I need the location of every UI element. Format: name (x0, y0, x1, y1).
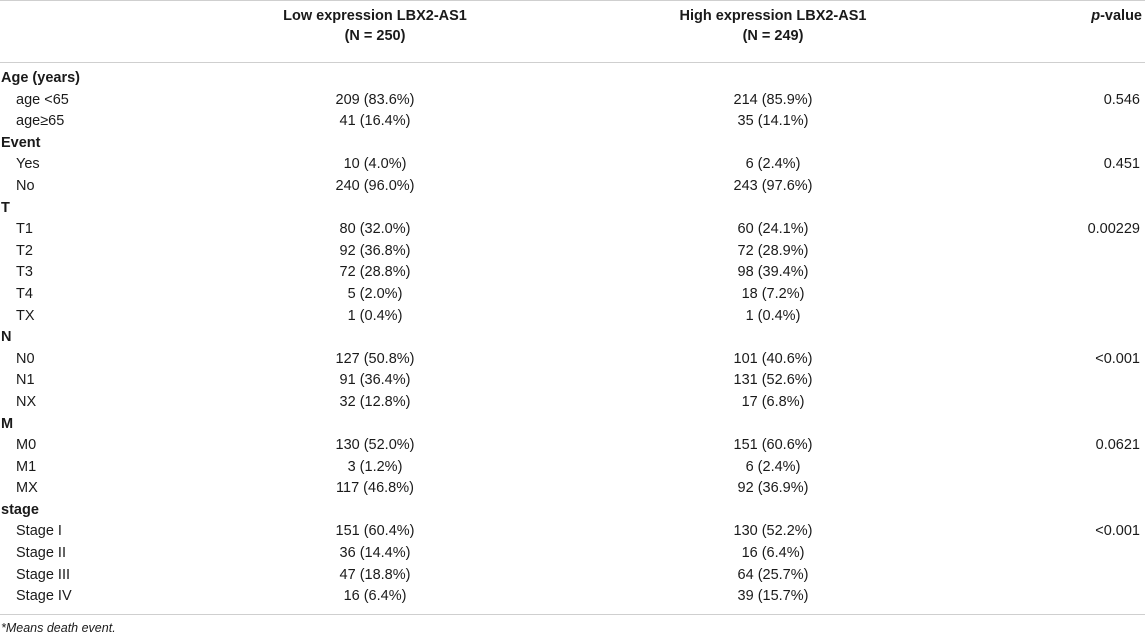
cell-high-expression: 131 (52.6%) (733, 372, 813, 389)
cell-high-expression: 101 (40.6%) (733, 350, 813, 367)
table-group-row (0, 500, 1145, 522)
cell-low-expression: 92 (36.8%) (339, 242, 411, 259)
cell-high-expression: 6 (2.4%) (745, 458, 801, 475)
header-low-expression (250, 6, 500, 46)
cell-low-expression: 151 (60.4%) (335, 523, 415, 540)
cell-high-expression: 18 (7.2%) (741, 285, 805, 302)
table-row (0, 90, 1145, 112)
row-label: Yes (16, 156, 40, 173)
cell-low-expression: 16 (6.4%) (343, 588, 407, 605)
cell-low-expression: 130 (52.0%) (335, 437, 415, 454)
cell-low-expression: 10 (4.0%) (343, 156, 407, 173)
cell-high-expression: 98 (39.4%) (737, 264, 809, 281)
header-p-value (1040, 6, 1142, 26)
row-label: MX (16, 480, 38, 497)
row-label: Stage II (16, 545, 66, 562)
cell-high-expression: 1 (0.4%) (745, 307, 801, 324)
cell-high-expression: 130 (52.2%) (733, 523, 813, 540)
table-row (0, 349, 1145, 371)
row-label: T3 (16, 264, 33, 281)
cell-high-expression: 92 (36.9%) (737, 480, 809, 497)
cell-high-expression: 151 (60.6%) (733, 437, 813, 454)
cell-low-expression: 209 (83.6%) (335, 91, 415, 108)
table-row (0, 586, 1145, 608)
header-high-expression (648, 6, 898, 46)
cell-high-expression: 60 (24.1%) (737, 221, 809, 238)
cell-high-expression: 16 (6.4%) (741, 545, 805, 562)
table-footnote: *Means death event. (1, 621, 116, 635)
cell-low-expression: 32 (12.8%) (339, 393, 411, 410)
table-row (0, 565, 1145, 587)
row-label: TX (16, 307, 35, 324)
table-group-row (0, 68, 1145, 90)
row-label: Stage IV (16, 588, 72, 605)
cell-low-expression: 47 (18.8%) (339, 566, 411, 583)
table-body (0, 68, 1145, 608)
row-label: T4 (16, 285, 33, 302)
row-label: No (16, 177, 35, 194)
table-row (0, 154, 1145, 176)
header-p-italic: p (1091, 8, 1101, 24)
table-row (0, 370, 1145, 392)
table-row (0, 111, 1145, 133)
table-row (0, 284, 1145, 306)
row-label: T1 (16, 221, 33, 238)
cell-low-expression: 72 (28.8%) (339, 264, 411, 281)
table-group-row (0, 198, 1145, 220)
cell-p-value: <0.001 (1095, 523, 1140, 540)
table-row (0, 176, 1145, 198)
top-rule (0, 0, 1145, 1)
cell-high-expression: 39 (15.7%) (737, 588, 809, 605)
cell-p-value: 0.0621 (1095, 437, 1140, 454)
table-row (0, 457, 1145, 479)
row-label: N0 (16, 350, 35, 367)
row-label: T2 (16, 242, 33, 259)
cell-low-expression: 127 (50.8%) (335, 350, 415, 367)
cell-low-expression: 5 (2.0%) (347, 285, 403, 302)
table-header (0, 6, 1145, 60)
cell-p-value: 0.00229 (1087, 221, 1140, 238)
header-p-rest: -value (1100, 8, 1142, 24)
cell-high-expression: 72 (28.9%) (737, 242, 809, 259)
header-high-title: High expression LBX2-AS1 (679, 8, 867, 24)
row-label: N1 (16, 372, 35, 389)
cell-low-expression: 117 (46.8%) (336, 480, 414, 497)
cell-p-value: <0.001 (1095, 350, 1140, 367)
row-label: M1 (16, 458, 37, 475)
table-group-row (0, 133, 1145, 155)
cell-high-expression: 214 (85.9%) (733, 91, 813, 108)
table-row (0, 478, 1145, 500)
table-row (0, 435, 1145, 457)
header-rule (0, 62, 1145, 63)
table-row (0, 262, 1145, 284)
table-row (0, 241, 1145, 263)
cell-low-expression: 240 (96.0%) (335, 177, 415, 194)
cell-high-expression: 35 (14.1%) (737, 113, 809, 130)
row-label: stage (1, 501, 39, 518)
row-label: M (1, 415, 14, 432)
row-label: Stage III (16, 566, 71, 583)
cell-low-expression: 1 (0.4%) (347, 307, 403, 324)
row-label: Event (1, 134, 41, 151)
row-label: M0 (16, 437, 37, 454)
table-row (0, 219, 1145, 241)
cell-high-expression: 64 (25.7%) (737, 566, 809, 583)
cell-low-expression: 41 (16.4%) (339, 113, 411, 130)
cell-p-value: 0.451 (1103, 156, 1140, 173)
header-low-n: (N = 250) (344, 28, 406, 44)
cell-high-expression: 6 (2.4%) (745, 156, 801, 173)
table-row (0, 521, 1145, 543)
table-row (0, 543, 1145, 565)
cell-low-expression: 80 (32.0%) (339, 221, 411, 238)
row-label: NX (16, 393, 37, 410)
table-group-row (0, 414, 1145, 436)
cell-low-expression: 36 (14.4%) (339, 545, 411, 562)
row-label: age <65 (16, 91, 69, 108)
table-row (0, 306, 1145, 328)
cell-high-expression: 243 (97.6%) (733, 177, 813, 194)
row-label: N (1, 329, 12, 346)
row-label: Age (years) (1, 70, 80, 86)
row-label: Stage I (16, 523, 62, 540)
cell-low-expression: 91 (36.4%) (339, 372, 411, 389)
header-low-title: Low expression LBX2-AS1 (283, 8, 467, 24)
cell-high-expression: 17 (6.8%) (741, 393, 805, 410)
row-label: age≥65 (16, 113, 65, 130)
table-group-row (0, 327, 1145, 349)
header-high-n: (N = 249) (742, 28, 804, 44)
row-label: T (1, 199, 10, 216)
cell-low-expression: 3 (1.2%) (347, 458, 403, 475)
cell-p-value: 0.546 (1103, 91, 1140, 108)
table-row (0, 392, 1145, 414)
bottom-rule (0, 614, 1145, 615)
